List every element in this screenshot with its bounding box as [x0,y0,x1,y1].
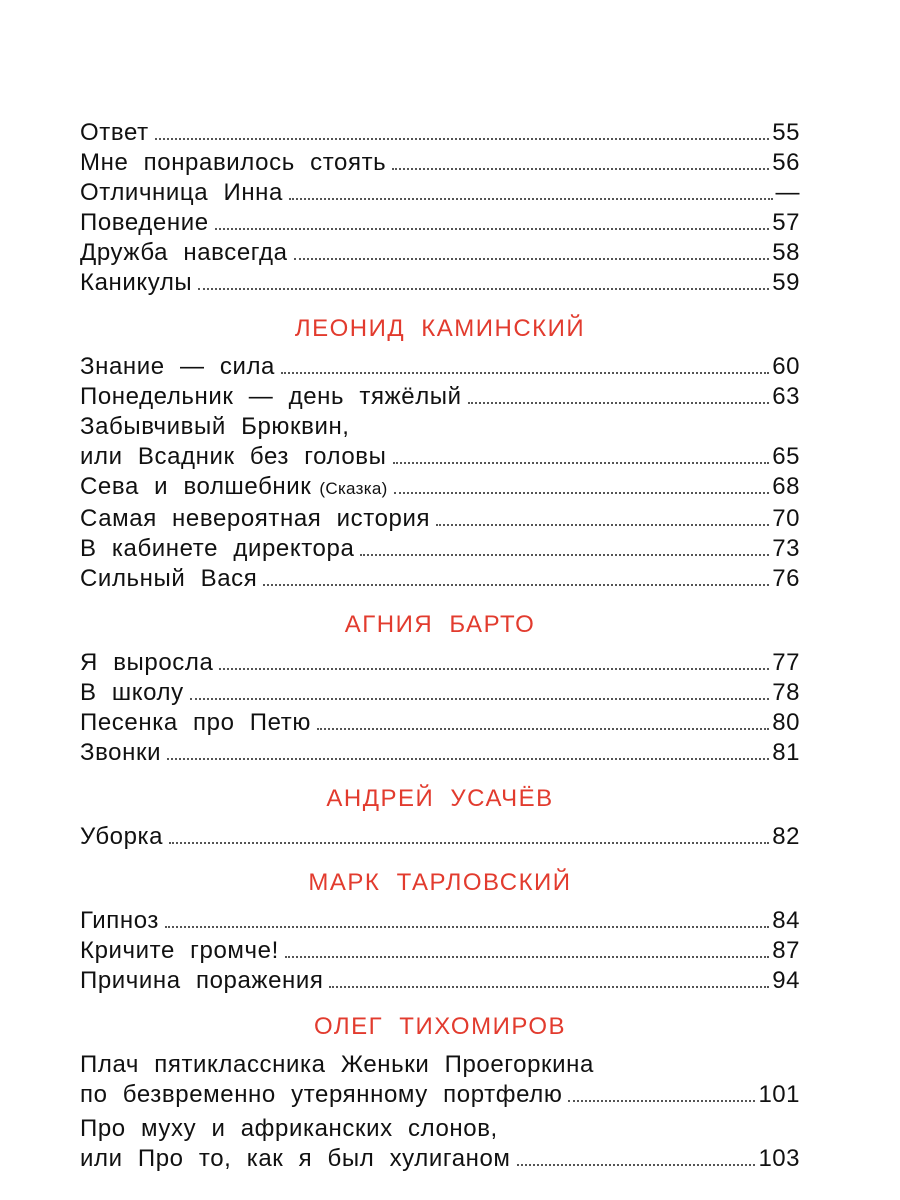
dot-leader [289,197,773,200]
toc-entry [80,708,800,738]
toc-entry [80,352,800,382]
entry-title: Сильный Вася [80,565,258,592]
entry-title: или Про то, как я был хулиганом [80,1145,511,1172]
entry-title: Знание — сила [80,353,275,380]
entry-page: 60 [772,353,800,380]
entry-page: 80 [772,709,800,736]
entry-title: Кричите громче! [80,937,279,964]
entry-title: Отличница Инна [80,179,283,206]
entry-page: 68 [772,473,800,500]
toc-entry [80,472,800,504]
entry-title: по безвременно утерянному портфелю [80,1081,563,1108]
dot-leader [281,371,769,374]
toc-entry [80,534,800,564]
dot-leader [436,523,769,526]
dot-leader [392,167,769,170]
entry-page: 94 [772,967,800,994]
entry-title: Причина поражения [80,967,324,994]
dot-leader [215,227,770,230]
entry-page: 59 [772,269,800,296]
dot-leader [219,667,769,670]
entry-page: 77 [772,649,800,676]
entry-page: 70 [772,505,800,532]
entry-page: 78 [772,679,800,706]
toc-section [80,118,800,298]
toc-entry [80,966,800,996]
entry-title: Дружба навсегда [80,239,288,266]
table-of-contents [80,118,800,1174]
toc-entry-multiline [80,412,800,472]
entry-title-line1: Плач пятиклассника Женьки Проегоркина [80,1051,594,1078]
entry-title: или Всадник без головы [80,443,387,470]
dot-leader [393,461,770,464]
entry-title: Самая невероятная история [80,505,431,532]
entry-title: В кабинете директора [80,535,355,562]
toc-entry-multiline [80,1114,800,1174]
toc-section [80,1004,800,1174]
entry-title: Ответ [80,119,149,146]
entry-note: (Сказка) [319,479,388,498]
toc-section [80,860,800,996]
dot-leader [155,137,770,140]
entry-page: 56 [772,149,800,176]
entry-title: В школу [80,679,184,706]
entry-title: Песенка про Петю [80,709,311,736]
toc-section [80,602,800,768]
toc-entry [80,738,800,768]
dot-leader [169,841,769,844]
dot-leader [360,553,769,556]
dot-leader [198,287,769,290]
toc-entry [80,382,800,412]
toc-entry [80,906,800,936]
dot-leader [517,1163,756,1166]
entry-title: Поведение [80,209,209,236]
toc-section [80,306,800,594]
dot-leader [190,697,770,700]
toc-entry-multiline [80,1050,800,1110]
author-heading: МАРК ТАРЛОВСКИЙ [308,869,572,896]
toc-entry [80,822,800,852]
toc-entry [80,148,800,178]
dot-leader [165,925,769,928]
dot-leader [394,491,770,494]
toc-entry [80,208,800,238]
entry-page: 65 [772,443,800,470]
toc-entry [80,678,800,708]
entry-page: 58 [772,239,800,266]
entry-page: 57 [772,209,800,236]
dot-leader [568,1099,755,1102]
toc-entry [80,648,800,678]
toc-entry [80,504,800,534]
entry-page: 76 [772,565,800,592]
entry-page: 84 [772,907,800,934]
entry-title: Сева и волшебник [80,473,312,500]
entry-title: Уборка [80,823,164,850]
entry-title-line1: Про муху и африканских слонов, [80,1115,498,1142]
toc-entry [80,936,800,966]
author-heading: АНДРЕЙ УСАЧЁВ [326,785,554,812]
toc-entry [80,118,800,148]
dot-leader [294,257,770,260]
entry-title-line1: Забывчивый Брюквин, [80,413,350,440]
author-heading: АГНИЯ БАРТО [344,611,536,638]
dot-leader [167,757,769,760]
dot-leader [317,727,769,730]
author-heading: ЛЕОНИД КАМИНСКИЙ [294,315,586,342]
entry-page: 73 [772,535,800,562]
entry-title: Я выросла [80,649,214,676]
toc-entry [80,1144,800,1174]
entry-page: 81 [772,739,800,766]
entry-title: Мне понравилось стоять [80,149,387,176]
dot-leader [263,583,769,586]
entry-page: 87 [772,937,800,964]
entry-page: 55 [772,119,800,146]
toc-entry [80,268,800,298]
dot-leader [468,401,770,404]
entry-page: 101 [758,1081,800,1108]
entry-title: Звонки [80,739,162,766]
toc-entry [80,178,800,208]
entry-page: 82 [772,823,800,850]
toc-entry [80,1080,800,1110]
toc-entry [80,238,800,268]
toc-entry [80,564,800,594]
toc-entry [80,442,800,472]
dot-leader [285,955,769,958]
entry-title: Понедельник — день тяжёлый [80,383,462,410]
entry-page: 103 [758,1145,800,1172]
entry-title: Гипноз [80,907,159,934]
author-heading: ОЛЕГ ТИХОМИРОВ [313,1013,566,1040]
entry-page: — [775,179,800,206]
dot-leader [329,985,769,988]
entry-page: 63 [772,383,800,410]
toc-section [80,776,800,852]
entry-title: Каникулы [80,269,193,296]
